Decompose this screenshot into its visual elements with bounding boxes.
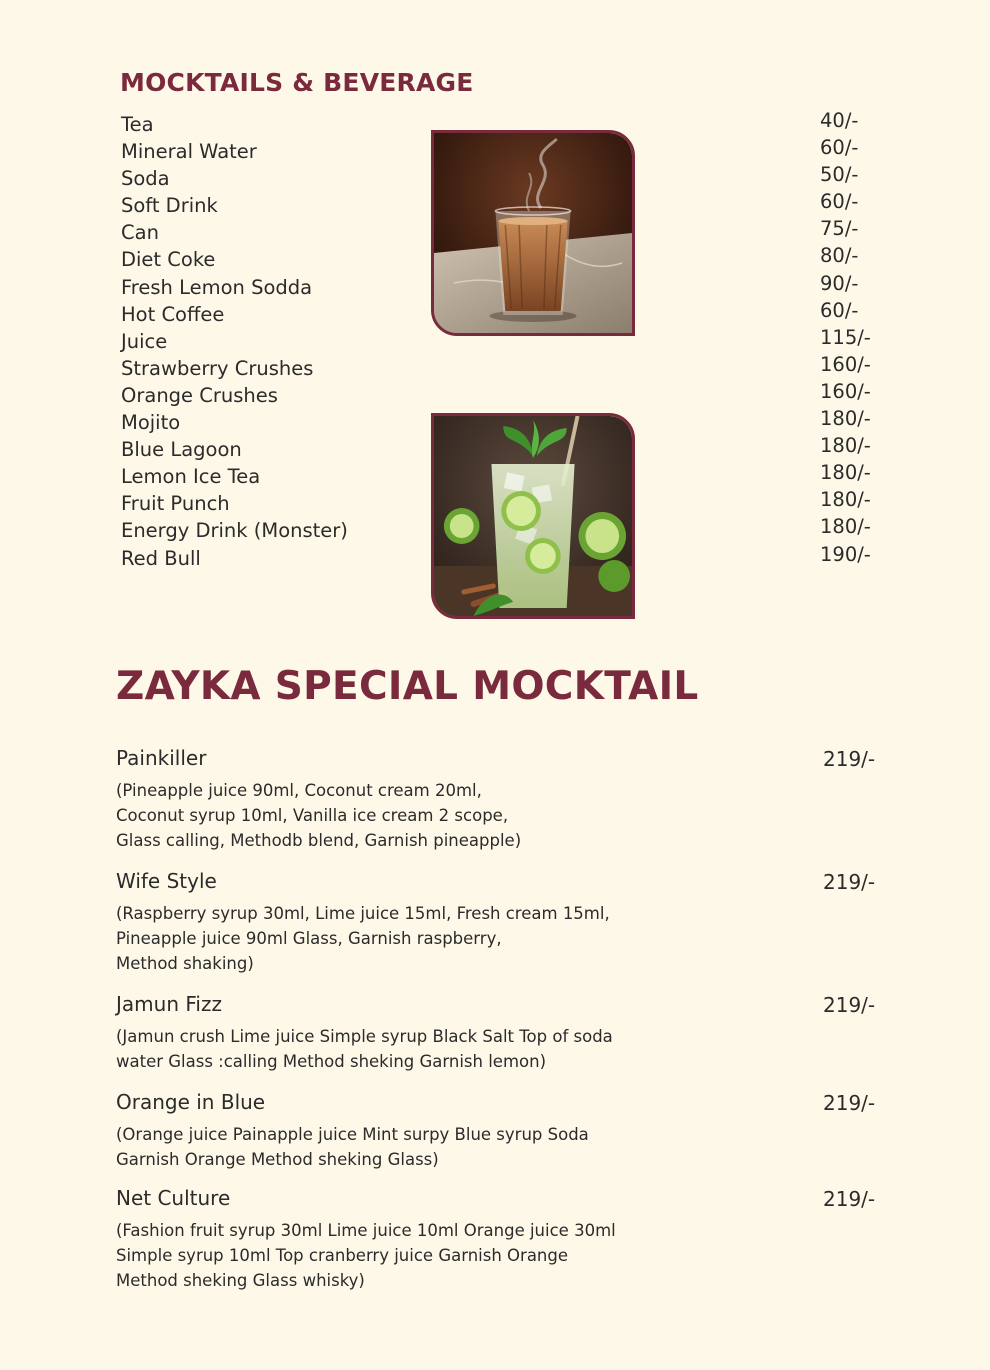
menu-item-price: 180/-: [820, 488, 871, 512]
menu-item-price: 80/-: [820, 244, 859, 268]
menu-item-name: Diet Coke: [121, 248, 216, 272]
menu-item-name: Can: [121, 221, 159, 245]
menu-item-name: Strawberry Crushes: [121, 356, 314, 380]
tea-photo: [431, 130, 635, 336]
beverage-name-list: [121, 111, 421, 572]
menu-item-price: 40/-: [820, 109, 859, 132]
menu-item-name: Lemon Ice Tea: [121, 465, 261, 489]
section-title-zayka-special: ZAYKA SPECIAL MOCKTAIL: [116, 664, 699, 709]
beverage-price-list: [820, 107, 900, 568]
menu-item-name: Fresh Lemon Sodda: [121, 275, 313, 299]
special-item-painkiller: [116, 745, 876, 853]
special-item-jamun-fizz: [116, 991, 876, 1074]
menu-item-name: Juice: [121, 329, 168, 353]
menu-item-price: 160/-: [820, 352, 871, 376]
menu-item-price: 115/-: [820, 325, 871, 349]
menu-item-name: Orange Crushes: [121, 383, 278, 407]
special-item-description: (Orange juice Painapple juice Mint surpy Blue syrup Soda Garnish Orange Method sheking Glass): [116, 1125, 589, 1169]
special-item-net-culture: [116, 1185, 876, 1293]
menu-item-name: Fruit Punch: [121, 492, 230, 516]
menu-item-price: 180/-: [820, 407, 871, 431]
menu-item-name: Red Bull: [121, 546, 201, 570]
menu-item-price: 90/-: [820, 271, 859, 295]
menu-item-name: Tea: [121, 113, 154, 136]
special-item-price: 219/-: [823, 993, 876, 1017]
special-item-name: Painkiller: [116, 746, 207, 770]
menu-item-price: 60/-: [820, 298, 859, 322]
special-item-price: 219/-: [823, 1091, 876, 1115]
menu-item-price: 180/-: [820, 434, 871, 458]
special-item-description: (Fashion fruit syrup 30ml Lime juice 10ml Orange juice 30ml Simple syrup 10ml Top cranberry juice Garnish Orange Method sheking Glass whisky): [116, 1221, 616, 1290]
special-item-name: Jamun Fizz: [116, 992, 222, 1016]
menu-item-price: 60/-: [820, 190, 859, 214]
menu-item-name: Soda: [121, 167, 170, 191]
special-item-price: 219/-: [823, 747, 876, 771]
menu-item-price: 60/-: [820, 136, 859, 160]
menu-item-name: Hot Coffee: [121, 302, 225, 326]
special-item-price: 219/-: [823, 1187, 876, 1211]
menu-item-price: 180/-: [820, 515, 871, 539]
section-title-mocktails-beverage: MOCKTAILS & BEVERAGE: [120, 68, 474, 97]
special-item-description: (Pineapple juice 90ml, Coconut cream 20ml, Coconut syrup 10ml, Vanilla ice cream 2 scope, Glass calling, Methodb blend, Garnish pineapple): [116, 781, 522, 850]
menu-item-name: Energy Drink (Monster): [121, 519, 348, 543]
menu-item-price: 50/-: [820, 163, 859, 187]
menu-item-price: 180/-: [820, 461, 871, 485]
menu-item-name: Soft Drink: [121, 194, 218, 218]
tea-glass-illustration: [434, 133, 632, 333]
menu-item-name: Blue Lagoon: [121, 438, 242, 462]
menu-item-name: Mineral Water: [121, 140, 257, 164]
special-item-orange-in-blue: [116, 1089, 876, 1172]
menu-item-name: Mojito: [121, 411, 181, 435]
special-item-name: Net Culture: [116, 1186, 231, 1210]
special-item-description: (Raspberry syrup 30ml, Lime juice 15ml, Fresh cream 15ml, Pineapple juice 90ml Glass, Garnish raspberry, Method shaking): [116, 904, 610, 973]
special-item-name: Wife Style: [116, 869, 217, 893]
mojito-photo: [431, 413, 635, 619]
menu-item-price: 190/-: [820, 542, 871, 566]
special-item-name: Orange in Blue: [116, 1090, 266, 1114]
special-item-description: (Jamun crush Lime juice Simple syrup Black Salt Top of soda water Glass :calling Method sheking Garnish lemon): [116, 1027, 613, 1071]
special-item-price: 219/-: [823, 870, 876, 894]
mojito-glass-illustration: [434, 416, 632, 616]
menu-item-price: 75/-: [820, 217, 859, 241]
menu-item-price: 160/-: [820, 379, 871, 403]
special-item-wife-style: [116, 868, 876, 976]
